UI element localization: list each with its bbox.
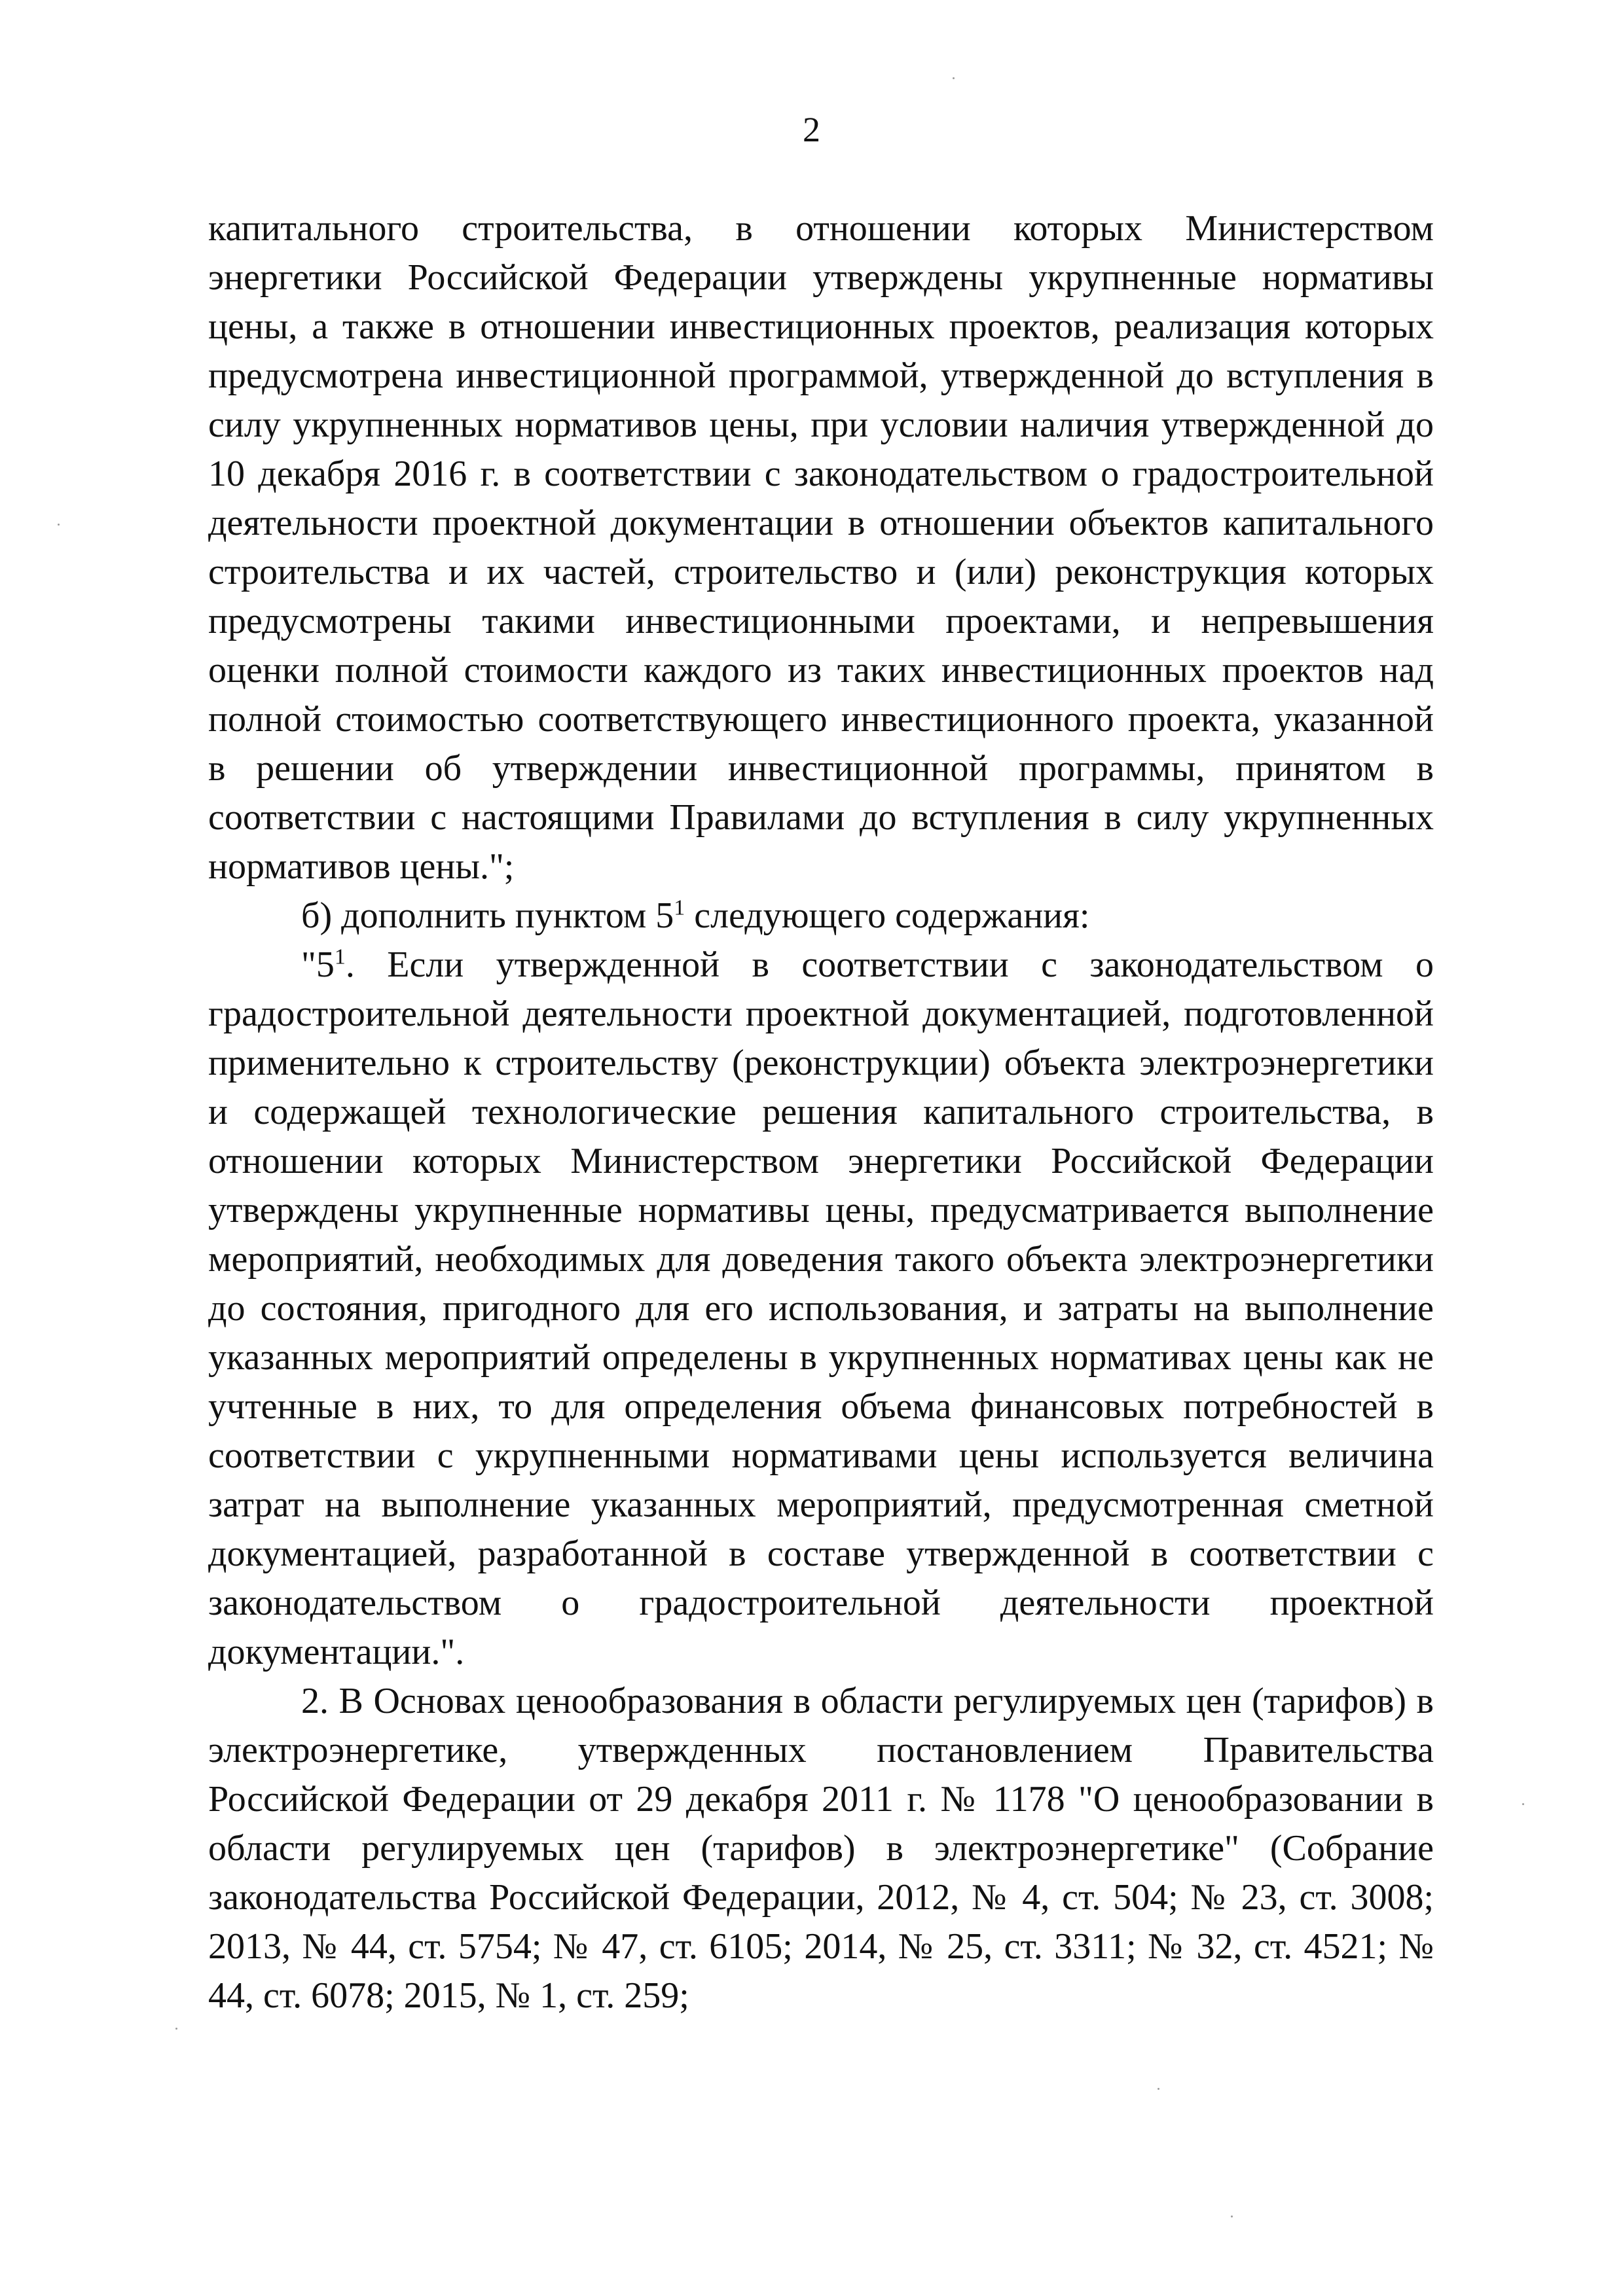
- amendment-b-text-end: следующего содержания:: [685, 895, 1090, 936]
- scan-speck: [1231, 2215, 1233, 2217]
- amendment-b-superscript: 1: [674, 895, 685, 920]
- document-body: [208, 204, 1434, 2020]
- paragraph-continuation: капитального строительства, в отношении которых Министерством энергетики Российской Федерации утверждены укрупненные нормативы цены, а также в отношении инвестиционных проектов, реализация которых предусмотрена инвестиционной программой, утвержденной до вступления в силу укрупненных нормативов цены, при условии наличия утвержденной до 10 декабря 2016 г. в соответствии с законодательством о градостроительной деятельности проектной документации в отношении объектов капитального строительства и их частей, строительство и (или) реконструкция которых предусмотрены такими инвестиционными проектами, и непревышения оценки полной стоимости каждого из таких инвестиционных проектов над полной стоимостью соответствующего инвестиционного проекта, указанной в решении об утверждении инвестиционной программы, принятом в соответствии с настоящими Правилами до вступления в силу укрупненных нормативов цены.";: [208, 208, 1434, 887]
- point-5-1-superscript: 1: [334, 944, 346, 969]
- scan-speck: [1522, 1803, 1524, 1805]
- point-5-1-number: "5: [301, 944, 335, 985]
- scan-speck: [58, 524, 60, 526]
- paragraph-item-2: 2. В Основах ценообразования в области регулируемых цен (тарифов) в электроэнергетике, утвержденных постановлением Правительства Российской Федерации от 29 декабря 2011 г. № 1178 "О ценообразовании в области регулируемых цен (тарифов) в электроэнергетике" (Собрание законодательства Российской Федерации, 2012, № 4, ст. 504; № 23, ст. 3008; 2013, № 44, ст. 5754; № 47, ст. 6105; 2014, № 25, ст. 3311; № 32, ст. 4521; № 44, ст. 6078; 2015, № 1, ст. 259;: [208, 1681, 1434, 2016]
- amendment-b-text: б) дополнить пунктом 5: [301, 895, 674, 936]
- paragraph-point-5-1: [208, 941, 1434, 1677]
- paragraph-amendment-b: [208, 891, 1434, 941]
- scan-speck: [953, 77, 955, 79]
- scan-speck: [175, 2028, 177, 2030]
- scan-speck: [1158, 2088, 1159, 2090]
- point-5-1-text: . Если утвержденной в соответствии с законодательством о градостроительной деятельности проектной документацией, подготовленной применительно к строительству (реконструкции) объекта электроэнергетики и содержащей технологические решения капитального строительства, в отношении которых Министерством энергетики Российской Федерации утверждены укрупненные нормативы цены, предусматривается выполнение мероприятий, необходимых для доведения такого объекта электроэнергетики до состояния, пригодного для его использования, и затраты на выполнение указанных мероприятий определены в укрупненных нормативах цены как не учтенные в них, то для определения объема финансовых потребностей в соответствии с укрупненными нормативами цены используется величина затрат на выполнение указанных мероприятий, предусмотренная сметной документацией, разработанной в составе утвержденной в соответствии с законодательством о градостроительной деятельности проектной документации.".: [208, 944, 1434, 1672]
- page-number: 2: [803, 110, 820, 149]
